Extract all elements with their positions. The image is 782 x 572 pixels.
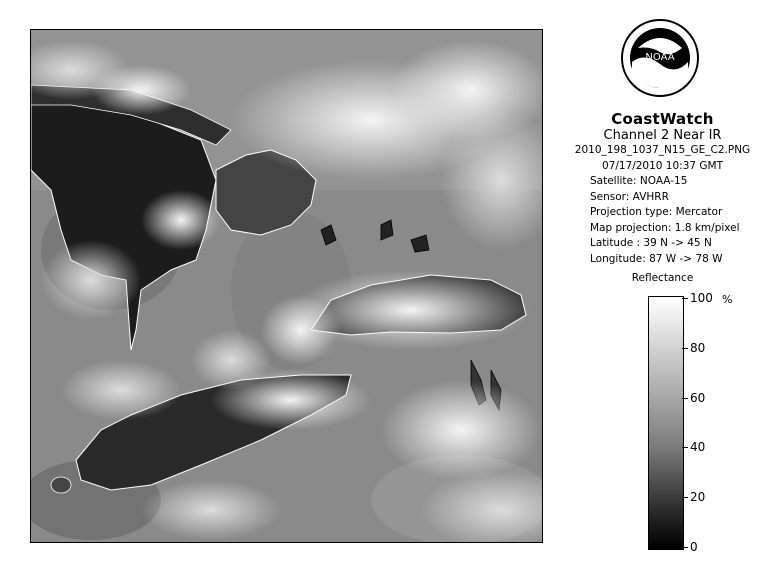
latitude-label: Latitude : 39 N -> 45 N bbox=[590, 237, 712, 249]
scale-tick bbox=[682, 398, 688, 399]
info-panel bbox=[560, 112, 765, 287]
scale-tick bbox=[682, 348, 688, 349]
scale-tick bbox=[682, 298, 688, 299]
satellite-image bbox=[30, 29, 543, 543]
channel-label: Channel 2 Near IR bbox=[603, 127, 722, 143]
date-time: 07/17/2010 10:37 GMT bbox=[601, 159, 724, 172]
noaa-logo bbox=[620, 18, 700, 98]
scale-title: Reflectance bbox=[631, 272, 694, 284]
sensor-label: Sensor: AVHRR bbox=[590, 190, 669, 203]
satellite-label: Satellite: NOAA-15 bbox=[590, 175, 688, 187]
scale-tick-label: 60 bbox=[690, 390, 706, 405]
scale-unit: % bbox=[722, 293, 733, 306]
map-projection-label: Map projection: 1.8 km/pixel bbox=[590, 221, 740, 234]
file-name: 2010_198_1037_N15_GE_C2.PNG bbox=[574, 144, 751, 156]
scale-tick bbox=[682, 447, 688, 448]
scale-tick-label: 100 bbox=[690, 291, 713, 305]
scale-tick-label: 0 bbox=[690, 540, 698, 554]
reflectance-colorbar bbox=[648, 296, 684, 550]
scale-tick-label: 40 bbox=[690, 440, 706, 455]
scale-tick bbox=[682, 547, 688, 548]
logo-text: NOAA bbox=[645, 52, 675, 63]
longitude-label: Longitude: 87 W -> 78 W bbox=[590, 252, 723, 265]
scale-tick-label: 20 bbox=[690, 490, 706, 505]
metadata-block bbox=[560, 174, 765, 267]
scale-tick-label: 80 bbox=[690, 340, 706, 355]
brand-title: CoastWatch bbox=[611, 110, 714, 128]
projection-type-label: Projection type: Mercator bbox=[590, 206, 723, 218]
scale-tick bbox=[682, 497, 688, 498]
